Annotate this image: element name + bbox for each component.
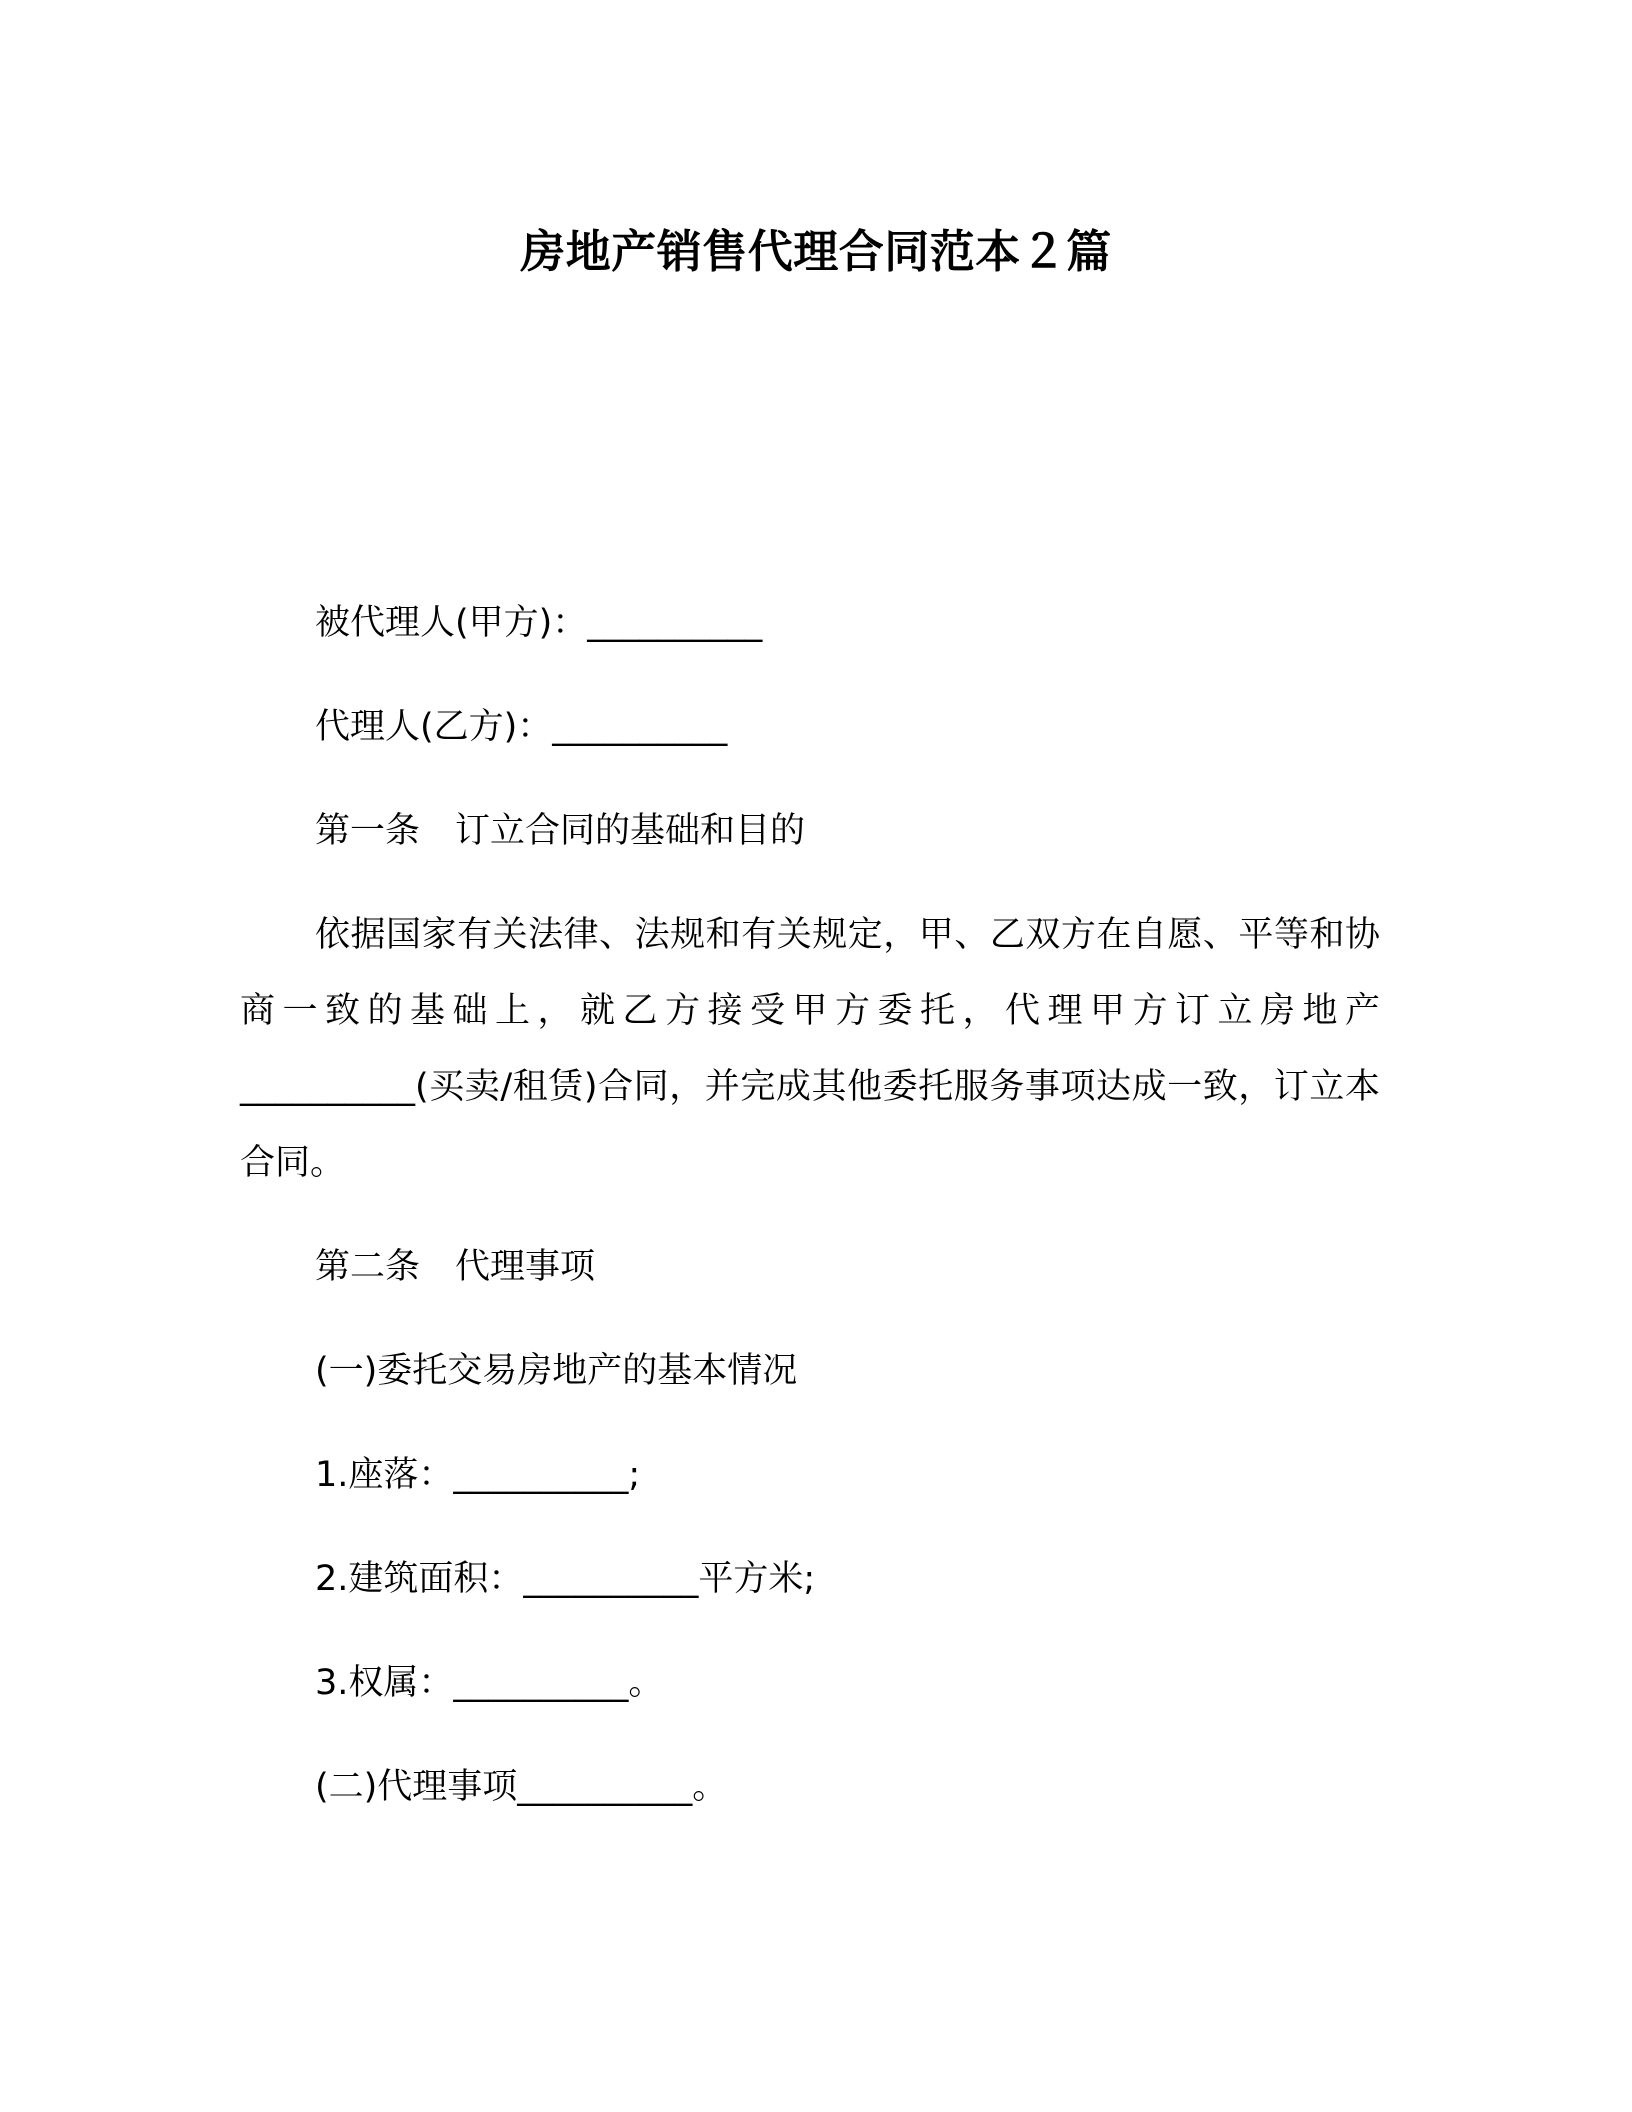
item-ownership: 3.权属：__________。 <box>315 1663 664 1703</box>
section-2-heading: (二)代理事项__________。 <box>315 1767 728 1807</box>
article-1-body: 依据国家有关法律、法规和有关规定，甲、乙双方在自愿、平等和协商一致的基础上，就乙方接受甲方委托，代理甲方订立房地产__________(买卖/租赁)合同，并完成其他委托服务事项达成一致，订立本合同。 <box>240 915 1380 1183</box>
section-1-heading: (一)委托交易房地产的基本情况 <box>315 1351 798 1391</box>
party-b-line: 代理人(乙方)：__________ <box>315 707 728 747</box>
article-1-heading: 第一条 订立合同的基础和目的 <box>315 811 806 851</box>
item-location: 1.座落：__________; <box>315 1455 641 1495</box>
article-2-heading: 第二条 代理事项 <box>315 1247 596 1287</box>
document-title: 房地产销售代理合同范本２篇 <box>520 225 1112 278</box>
document-body <box>240 598 1380 1866</box>
item-floor-area: 2.建筑面积：__________平方米; <box>315 1559 816 1599</box>
party-a-line: 被代理人(甲方)：__________ <box>315 603 763 643</box>
